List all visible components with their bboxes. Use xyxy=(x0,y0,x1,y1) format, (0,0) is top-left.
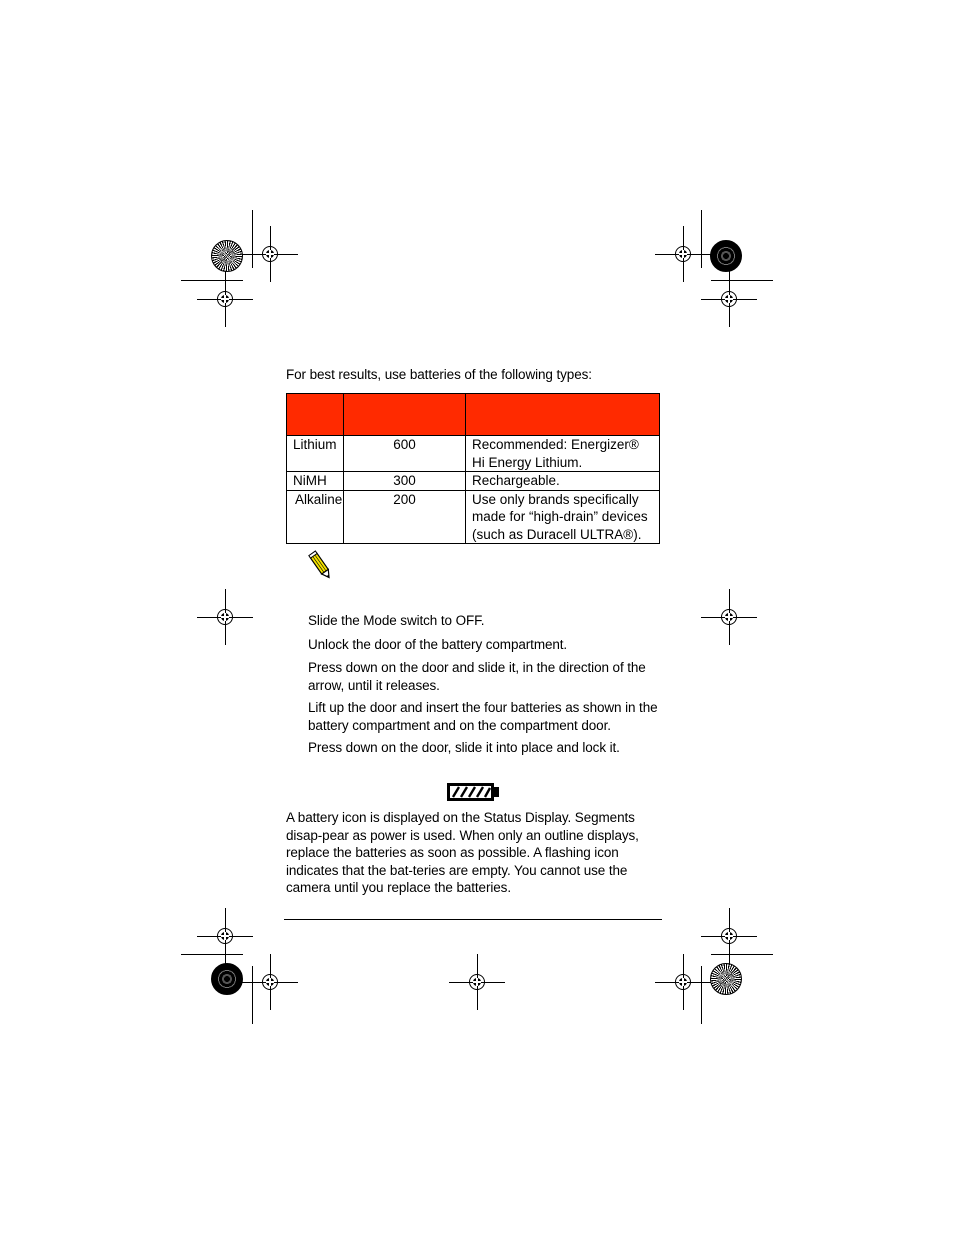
registration-target-icon xyxy=(260,972,280,992)
battery-note-cell: Rechargeable. xyxy=(466,472,660,491)
table-header-row xyxy=(287,394,660,436)
table-row xyxy=(287,490,660,544)
table-header-cell xyxy=(344,394,466,436)
registration-target-icon xyxy=(719,289,739,309)
table-row xyxy=(287,436,660,472)
list-item: Press down on the door and slide it, in the direction of the arrow, until it releases. xyxy=(308,660,646,693)
footer-rule xyxy=(284,919,662,920)
battery-type-cell: Lithium xyxy=(287,436,344,472)
registration-target-icon xyxy=(673,244,693,264)
registration-target-icon xyxy=(467,972,487,992)
battery-status-icon xyxy=(446,782,500,802)
battery-value-cell: 600 xyxy=(344,436,466,472)
registration-target-icon xyxy=(673,972,693,992)
pencil-note-icon xyxy=(307,550,335,582)
battery-types-table xyxy=(286,393,660,544)
registration-target-icon xyxy=(215,926,235,946)
registration-target-icon xyxy=(719,926,739,946)
battery-value-cell: 200 xyxy=(344,490,466,544)
battery-type-cell: NiMH xyxy=(287,472,344,491)
registration-target-icon xyxy=(215,289,235,309)
list-item: Unlock the door of the battery compartment. xyxy=(308,636,568,652)
table-header-cell xyxy=(466,394,660,436)
battery-value-cell: 300 xyxy=(344,472,466,491)
star-target-icon xyxy=(710,240,742,272)
list-item: Lift up the door and insert the four batteries as shown in the battery compartment and on the compartment door. xyxy=(308,700,658,733)
battery-type-cell: Alkaline xyxy=(287,490,344,544)
registration-target-icon xyxy=(719,607,739,627)
star-target-icon xyxy=(710,963,742,995)
registration-target-icon xyxy=(260,244,280,264)
list-item: Press down on the door, slide it into place and lock it. xyxy=(308,740,620,755)
battery-note-cell: Recommended: Energizer® Hi Energy Lithium. xyxy=(466,436,660,472)
battery-status-paragraph: A battery icon is displayed on the Status Display. Segments disap-pear as power is used. When only an outline displays, replace the batteries as soon as possible. A flashing icon indicates that the bat-teries are empty. You cannot use the camera until you replace the batteries. xyxy=(286,810,639,895)
installation-steps xyxy=(308,612,658,757)
battery-note-cell: Use only brands specifically made for “high-drain” devices (such as Duracell ULTRA®). xyxy=(466,490,660,544)
table-header-cell xyxy=(287,394,344,436)
star-target-icon xyxy=(211,240,243,272)
list-item: Slide the Mode switch to OFF. xyxy=(308,613,485,628)
table-row xyxy=(287,472,660,491)
intro-text: For best results, use batteries of the following types: xyxy=(286,367,592,382)
star-target-icon xyxy=(211,963,243,995)
registration-target-icon xyxy=(215,607,235,627)
